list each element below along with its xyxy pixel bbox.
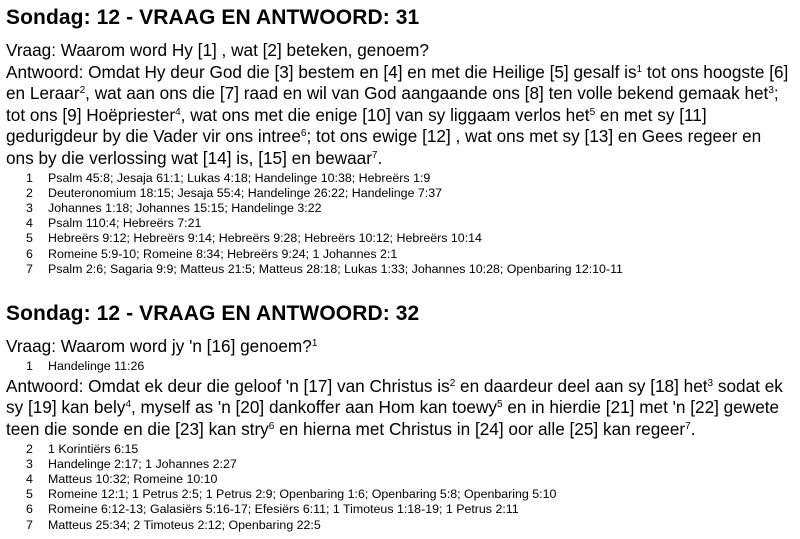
reference-text: Romeine 5:9-10; Romeine 8:34; Hebreërs 9:24; 1 Johannes 2:1 xyxy=(48,246,398,261)
footnote-marker: 7 xyxy=(685,420,691,432)
reference-number: 7 xyxy=(26,517,33,532)
reference-item xyxy=(6,502,792,517)
footnote-marker: 2 xyxy=(79,85,86,97)
reference-item xyxy=(6,231,792,246)
reference-item xyxy=(6,487,792,502)
reference-item xyxy=(6,472,792,487)
answer-segment: ; tot ons ewige [12] , wat ons met sy [13] en Gees regeer en ons by die verlossing wat [14] is, [15] en bewaar xyxy=(6,126,762,168)
answer-segment: . xyxy=(690,418,696,439)
answer-segment: en met sy [11] gedurigdeur by die Vader vir ons intree xyxy=(6,104,707,147)
answer-segment: tot ons hoogste [6] en Leraar xyxy=(6,61,789,104)
footnote-marker: 1 xyxy=(636,63,643,75)
reference-number: 1 xyxy=(26,358,33,373)
reference-number: 7 xyxy=(26,261,33,276)
answer-segment: , wat ons met die enige [10] van sy liggaam verlos het xyxy=(180,104,590,125)
reference-text: Handelinge 2:17; 1 Johannes 2:27 xyxy=(48,456,237,471)
answer-segment: en daardeur deel aan sy [18] het xyxy=(455,375,708,396)
reference-text: Psalm 2:6; Sagaria 9:9; Matteus 21:5; Matteus 28:18; Lukas 1:33; Johannes 10:28; Openbaring 12:10-11 xyxy=(48,261,623,276)
footnote-marker: 6 xyxy=(300,128,307,140)
answer-text xyxy=(6,376,792,441)
reference-text: Romeine 6:12-13; Galasiërs 5:16-17; Efesiërs 6:11; 1 Timoteus 1:18-19; 1 Petrus 2:11 xyxy=(48,502,519,517)
footnote-marker: 3 xyxy=(768,85,774,97)
footnote-marker: 6 xyxy=(268,420,275,432)
question-segment: Vraag: Waarom word jy 'n [16] genoem? xyxy=(6,336,312,356)
qa-section-32 xyxy=(6,300,792,535)
question-reference-list xyxy=(6,359,792,374)
footnote-marker: 4 xyxy=(125,399,131,411)
reference-number: 2 xyxy=(26,441,33,456)
reference-number: 5 xyxy=(26,231,33,246)
reference-text: Johannes 1:18; Johannes 15:15; Handelinge 3:22 xyxy=(48,200,322,215)
footnote-marker: 3 xyxy=(707,377,714,389)
answer-segment: sodat ek sy [19] kan bely xyxy=(6,375,783,418)
reference-number: 3 xyxy=(26,200,33,215)
footnote-marker: 7 xyxy=(371,149,378,161)
answer-text xyxy=(6,62,792,170)
reference-item xyxy=(6,171,792,186)
answer-segment: , myself as 'n [20] dankoffer aan Hom kan toewy xyxy=(131,397,497,418)
footnote-marker: 2 xyxy=(449,377,456,389)
reference-number: 2 xyxy=(26,185,33,200)
section-heading: Sondag: 12 - VRAAG EN ANTWOORD: 31 xyxy=(6,6,420,29)
reference-number: 6 xyxy=(26,502,33,517)
answer-segment: en hierna met Christus in [24] oor alle [25] kan regeer xyxy=(274,418,686,439)
answer-segment: . xyxy=(377,147,383,168)
section-heading: Sondag: 12 - VRAAG EN ANTWOORD: 32 xyxy=(6,302,420,325)
reference-text: Psalm 110:4; Hebreërs 7:21 xyxy=(48,216,202,231)
footnote-marker: 5 xyxy=(497,399,503,411)
reference-item xyxy=(6,247,792,262)
reference-item xyxy=(6,518,792,533)
reference-number: 3 xyxy=(26,456,33,471)
footnote-marker: 5 xyxy=(589,106,596,118)
reference-number: 1 xyxy=(26,170,33,185)
reference-text: 1 Korintiërs 6:15 xyxy=(48,441,139,456)
answer-segment: ; tot ons [9] Hoëpriester xyxy=(6,83,779,125)
reference-text: Deuteronomium 18:15; Jesaja 55:4; Handelinge 26:22; Handelinge 7:37 xyxy=(48,185,443,200)
reference-text: Hebreërs 9:12; Hebreërs 9:14; Hebreërs 9:28; Hebreërs 10:12; Hebreërs 10:14 xyxy=(48,231,482,246)
answer-segment: en in hierdie [21] met 'n [22] gewete teen die sonde en die [23] kan stry xyxy=(6,397,780,439)
reference-number: 4 xyxy=(26,471,33,486)
reference-item xyxy=(6,359,792,374)
qa-section-31 xyxy=(6,4,792,279)
reference-number: 6 xyxy=(26,246,33,261)
reference-item xyxy=(6,442,792,457)
reference-item xyxy=(6,216,792,231)
question-text: Vraag: Waarom word Hy [1] , wat [2] beteken, genoem? xyxy=(6,40,429,60)
reference-list xyxy=(6,171,792,277)
reference-item xyxy=(6,186,792,201)
footnote-marker: 4 xyxy=(175,106,181,118)
question-text xyxy=(6,336,792,358)
reference-number: 5 xyxy=(26,487,33,502)
answer-segment: Antwoord: Omdat Hy deur God die [3] bestem en [4] en met die Heilige [5] gesalf is xyxy=(6,61,637,82)
reference-item xyxy=(6,201,792,216)
reference-text: Matteus 25:34; 2 Timoteus 2:12; Openbaring 22:5 xyxy=(48,517,321,532)
reference-text: Psalm 45:8; Jesaja 61:1; Lukas 4:18; Handelinge 10:38; Hebreërs 1:9 xyxy=(48,170,431,185)
reference-item xyxy=(6,457,792,472)
reference-item xyxy=(6,262,792,277)
answer-segment: Antwoord: Omdat ek deur die geloof 'n [17] van Christus is xyxy=(6,375,450,396)
reference-text: Romeine 12:1; 1 Petrus 2:5; 1 Petrus 2:9; Openbaring 1:6; Openbaring 5:8; Openbaring 5:10 xyxy=(48,487,557,502)
reference-list xyxy=(6,442,792,533)
answer-segment: , wat aan ons die [7] raad en wil van God aangaande ons [8] ten volle bekend gemaak het xyxy=(85,83,769,104)
reference-text: Matteus 10:32; Romeine 10:10 xyxy=(48,471,218,486)
reference-number: 4 xyxy=(26,216,33,231)
footnote-marker: 1 xyxy=(311,338,318,349)
reference-text: Handelinge 11:26 xyxy=(48,358,145,373)
